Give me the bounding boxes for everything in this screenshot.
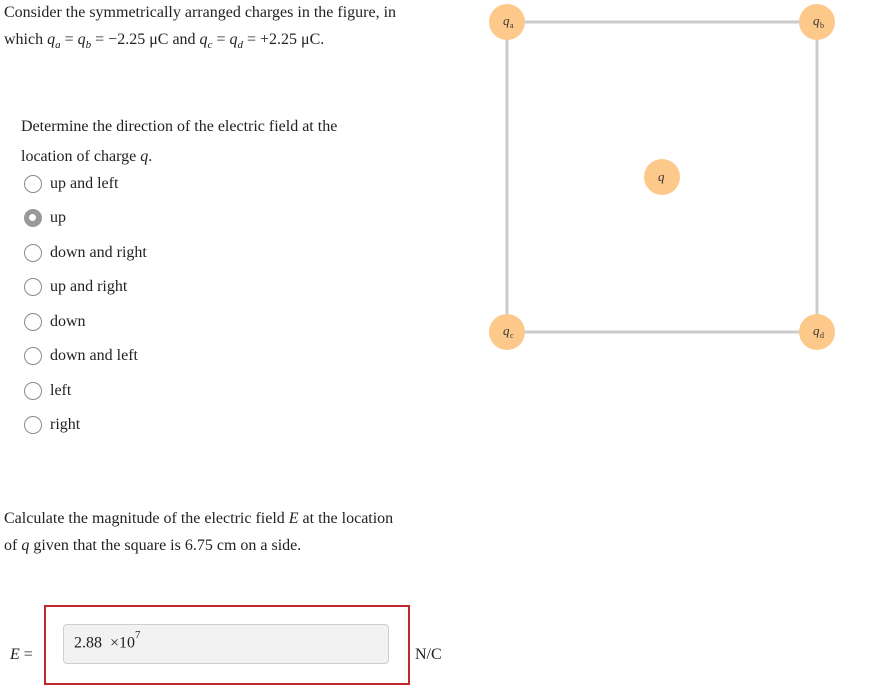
- problem-line-1: Consider the symmetrically arranged charges in the figure, in: [4, 4, 397, 21]
- radio-button[interactable]: [24, 278, 42, 296]
- charge-q-center-label: q: [658, 169, 665, 184]
- qa-symbol: $q_a$: [47, 31, 61, 52]
- option-down[interactable]: [24, 311, 86, 333]
- option-down-and-right[interactable]: [24, 242, 147, 264]
- option-label: up: [50, 209, 66, 226]
- direction-question: [21, 112, 401, 172]
- answer-highlight-box: [44, 605, 410, 685]
- option-label: down and left: [50, 347, 138, 364]
- radio-button[interactable]: [24, 175, 42, 193]
- answer-exponent: 7: [135, 629, 141, 641]
- problem-line-2: which $q_a = q_b = -2.25$ μC and $q_c = q_d = +2.25$ μC.: [4, 31, 325, 52]
- unit-label: N/C: [415, 646, 442, 663]
- qd-symbol: $q_d$: [229, 31, 243, 52]
- option-right[interactable]: [24, 414, 80, 436]
- problem-statement: [4, 0, 454, 59]
- option-label: up and right: [50, 278, 128, 295]
- charge-qa: [489, 4, 525, 40]
- calc-line-1: Calculate the magnitude of the electric field E at the location: [4, 510, 394, 527]
- option-left[interactable]: [24, 380, 71, 402]
- charge-qd-sub: d: [820, 331, 824, 340]
- option-up-and-left[interactable]: [24, 173, 118, 195]
- charge-qd-label: q: [813, 323, 820, 338]
- question-line-2: location of charge q.: [21, 148, 153, 165]
- radio-button[interactable]: [24, 382, 42, 400]
- answer-times-ten: ×10: [110, 634, 136, 652]
- charge-qa-sub: a: [510, 21, 514, 30]
- option-label: up and left: [50, 175, 119, 192]
- charge-qc: [489, 314, 525, 350]
- option-label: down and right: [50, 244, 147, 261]
- charge-qd: [799, 314, 835, 350]
- option-label: down: [50, 313, 86, 330]
- answer-mantissa: 2.88: [74, 634, 102, 652]
- radio-button[interactable]: [24, 347, 42, 365]
- radio-button[interactable]: [24, 313, 42, 331]
- answer-input[interactable]: [63, 624, 389, 664]
- radio-button[interactable]: [24, 416, 42, 434]
- charge-qa-label: q: [503, 13, 510, 28]
- charge-q-center: [644, 159, 680, 195]
- e-field-label: E =: [10, 646, 33, 663]
- charge-qb: [799, 4, 835, 40]
- option-up-and-right[interactable]: [24, 276, 127, 298]
- calc-line-2: of q given that the square is 6.75 cm on a side.: [4, 537, 302, 554]
- magnitude-question: [4, 505, 454, 559]
- qb-symbol: $q_b$: [77, 31, 92, 52]
- qc-symbol: $q_c$: [199, 31, 213, 52]
- radio-button[interactable]: [24, 244, 42, 262]
- question-line-1: Determine the direction of the electric field at the: [21, 118, 338, 135]
- charge-qc-label: q: [503, 323, 510, 338]
- charge-figure: [470, 0, 850, 360]
- option-down-and-left[interactable]: [24, 345, 138, 367]
- option-up[interactable]: [24, 207, 66, 229]
- option-label: right: [50, 416, 81, 433]
- radio-button-selected[interactable]: [24, 209, 42, 227]
- charge-qc-sub: c: [510, 331, 514, 340]
- option-label: left: [50, 382, 72, 399]
- charge-qb-label: q: [813, 13, 820, 28]
- charge-qb-sub: b: [820, 21, 824, 30]
